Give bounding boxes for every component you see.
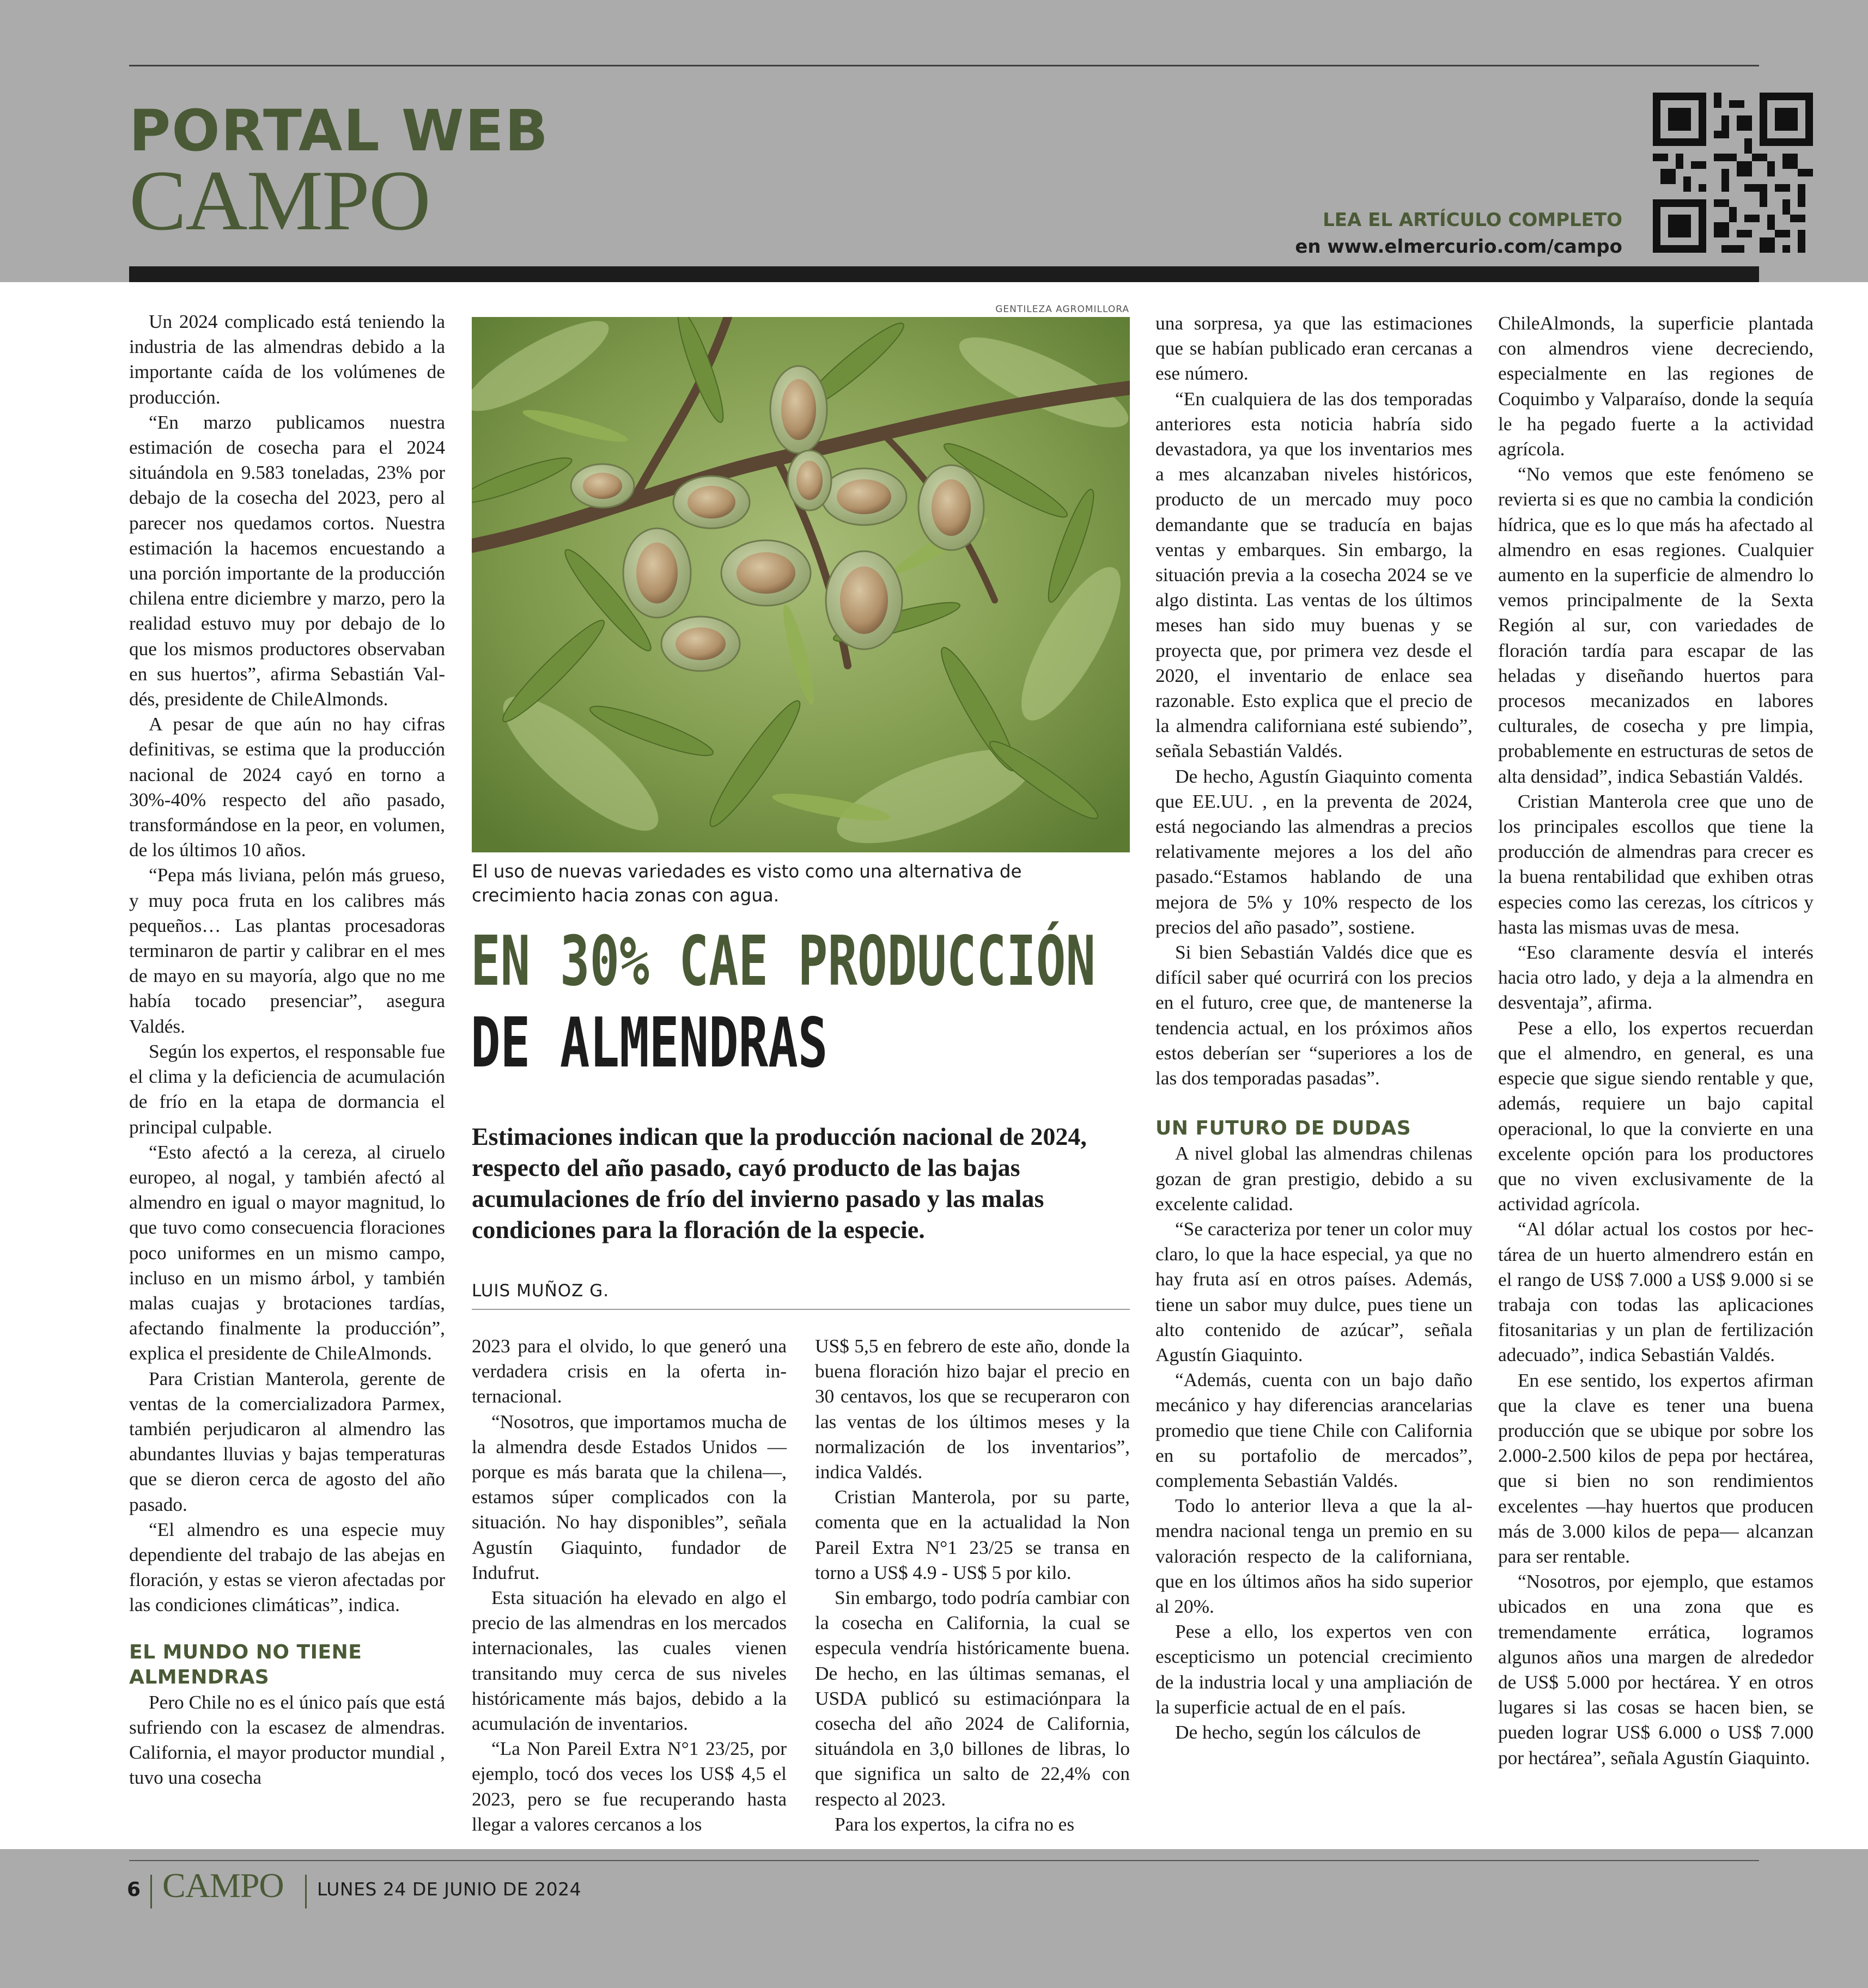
header-top-rule [129, 65, 1759, 66]
paragraph: Pese a ello, los expertos ven con escepticismo un potencial crecimiento de la industria local y una ampliación de la superficie actual de en el país. [1155, 1621, 1473, 1718]
brand-title: PORTAL WEB [129, 97, 549, 164]
paragraph: Esta situación ha elevado en algo el precio de las almendras en los mercados internacionales, las cuales vienen transitando muy cerca de sus niveles históricamente más bajos, debido a la acumulación de inventarios. [472, 1587, 787, 1735]
footer-date: LUNES 24 DE JUNIO DE 2024 [317, 1879, 582, 1900]
paragraph: ChileAlmonds, la superficie plantada con almendros viene decreciendo, especialmente en las regiones de Coquimbo y Valparaíso, donde la sequía le ha pegado fuerte a la actividad agrícola. [1498, 313, 1814, 460]
paragraph: En ese sentido, los expertos afirman que la clave es tener una buena producción que se ubique por sobre los 2.000-2.500 kilos de pepa por hectárea, que si bien no son rendimientos excelentes —hay huertos que producen más de 3.000 kilos de pepa— alcanzan para ser rentable. [1498, 1369, 1814, 1567]
photo-credit: GENTILEZA AGROMILLORA [995, 304, 1129, 315]
article-column-2b [815, 1334, 1130, 1837]
read-full-article-label: LEA EL ARTÍCULO COMPLETO [1323, 209, 1622, 231]
article-deck: Estimaciones indican que la producción nacional de 2024, respecto del año pasado, cayó producto de las bajas acumulaciones de frío del invierno pasado y las malas condiciones para la floración de la especie. [472, 1123, 1087, 1243]
qr-code-icon[interactable] [1653, 93, 1813, 253]
photo-caption: El uso de nuevas variedades es visto como una alternativa de crecimiento hacia zonas con agua. [472, 861, 1022, 906]
paragraph: A nivel global las almendras chilenas gozan de gran prestigio, debido a su excelente calidad. [1155, 1143, 1473, 1215]
footer-separator [150, 1875, 152, 1908]
paragraph: “En marzo publicamos nuestra estimación de cosecha para el 2024 situándola en 9.583 toneladas, 23% por debajo de la cosecha del 2023, pero al parecer nos quedamos cortos. Nuestra estimación la hacemos encuestando a una porción importante de la producción chilena entre diciembre y marzo, pero la realidad estuvo muy por debajo de lo que los mismos productores observaban en sus huertos”, afirma Sebastián Valdés, presidente de ChileAlmonds. [129, 411, 445, 710]
headline-line-2: DE ALMENDRAS [471, 1003, 828, 1083]
byline-divider [472, 1309, 1130, 1310]
paragraph: Pese a ello, los expertos recuerdan que el almendro, en general, es una especie que sigue siendo rentable y que, además, requiere un bajo capital operacional, lo que la convierte en una excelente opción para los productores que no viven exclusivamente de la actividad agrícola. [1498, 1017, 1814, 1215]
paragraph: De hecho, según los cálculos de [1175, 1721, 1421, 1743]
paragraph: Cristian Manterola, por su parte, comenta que en la actualidad la Non Pareil Extra N°1 23/25 se transa en torno a US$ 4.9 - US$ 5 por kilo. [815, 1486, 1130, 1583]
paragraph: “Nosotros, por ejemplo, que estamos ubicados en una zona que es tremendamente errática, logramos algunos años una margen de alrededor de US$ 5.000 por hectárea. Y en otros lugares si las cosas se hacen bien, se pueden lograr US$ 6.000 o US$ 7.000 por hectárea”, señala Agustín Giaquinto. [1498, 1571, 1814, 1769]
paragraph: Pero Chile no es el único país que está sufriendo con la escasez de almendras. California, el mayor productor mundial , tuvo una cosecha [129, 1691, 445, 1789]
paragraph: Un 2024 complicado está teniendo la industria de las almendras debido a la importante caída de los volúmenes de producción. [129, 311, 445, 408]
paragraph: “Se caracteriza por tener un color muy claro, lo que la hace especial, ya que no hay fruta así en otros países. Además, tiene un sabor muy dulce, pues tiene un alto contenido de azúcar”, señala Agustín Giaquinto. [1155, 1218, 1473, 1365]
article-column-2a [472, 1334, 787, 1837]
paragraph: “Al dólar actual los costos por hectárea de un huerto almendrero están en el rango de US$ 7.000 a US$ 9.000 si se trabaja con todas las aplicaciones fitosanitarias y un plan de fertilización adecuado”, indica Sebastián Valdés. [1498, 1218, 1814, 1366]
article-url-link[interactable]: en www.elmercurio.com/campo [1295, 236, 1622, 258]
footer-rule [129, 1860, 1759, 1861]
paragraph: Según los expertos, el responsable fue el clima y la deficiencia de acumulación de frío en la etapa de dormancia el principal culpable. [129, 1040, 445, 1138]
paragraph: 2023 para el olvido, lo que generó una verdadera crisis en la oferta internacional. [472, 1336, 787, 1407]
paragraph: “Eso claramente desvía el interés hacia otro lado, y deja a la almendra en desventaja”, afirma. [1498, 942, 1814, 1014]
paragraph: Si bien Sebastián Valdés dice que es difícil saber qué ocurrirá con los precios en el futuro, cree que, de mantenerse la tendencia actual, en los próximos años estos deberían ser “superiores a los de las dos temporadas pasadas”. [1155, 942, 1473, 1089]
brand-section-title: CAMPO [129, 153, 430, 248]
almond-photo [472, 317, 1130, 852]
article-column-1 [129, 309, 445, 1790]
paragraph: Cristian Manterola cree que uno de los principales escollos que tiene la producción de almendras para crecer es la buena rentabilidad que exhiben otras especies como las cerezas, los cítricos y hasta las mismas uvas de mesa. [1498, 790, 1814, 938]
paragraph: “Además, cuenta con un bajo daño mecánico y hay diferencias arancelarias promedio que tiene Chile con California en su portafolio de mercados”, complementa Sebastián Valdés. [1155, 1369, 1473, 1491]
paragraph: “La Non Pareil Extra N°1 23/25, por ejemplo, tocó dos veces los US$ 4,5 el 2023, pero se fue recuperando hasta llegar a valores cercanos a los [472, 1738, 787, 1835]
paragraph: “El almendro es una especie muy dependiente del trabajo de las abejas en floración, y estas se vieron afectadas por las condiciones climáticas”, indica. [129, 1519, 445, 1616]
paragraph: Todo lo anterior lleva a que la almendra nacional tenga un premio en su valoración respecto de la californiana, que en los últimos años ha sido superior al 20%. [1155, 1495, 1473, 1617]
footer-separator [305, 1875, 307, 1908]
paragraph: “Nosotros, que importamos mucha de la almendra desde Estados Unidos —porque es más barata que la chilena—, estamos súper complicados con la situación. No hay disponibles”, señala Agustín Giaquinto, fundador de Indufrut. [472, 1411, 787, 1583]
paragraph: Sin embargo, todo podría cambiar con la cosecha en California, la cual se especula vendría históricamente buena. De hecho, en las últimas semanas, el USDA publicó su estimaciónpara la cosecha del año 2024 de California, situándola en 3,0 billones de libras, lo que significa un salto de 22,4% con respecto al 2023. [815, 1587, 1130, 1810]
footer-section-name: CAMPO [162, 1866, 284, 1905]
article-headline [471, 920, 1096, 1084]
headline-line-1: EN 30% CAE PRODUCCIÓN [471, 921, 1096, 1001]
paragraph: “Pepa más liviana, pelón más grueso, y muy poca fruta en los calibres más pequeños… Las plantas procesadoras terminaron de partir y calibrar en el mes de mayo en su mayoría, algo que no me había tocado presenciar”, asegura Valdés. [129, 864, 445, 1037]
paragraph: una sorpresa, ya que las estimaciones que se habían publicado eran cercanas a ese número. [1155, 313, 1473, 385]
subheading-el-mundo: EL MUNDO NO TIENE ALMENDRAS [129, 1641, 362, 1688]
article-column-4 [1498, 311, 1814, 1771]
header-bottom-bar [129, 266, 1759, 282]
page-number: 6 [127, 1879, 141, 1901]
paragraph: “No vemos que este fenómeno se revierta si es que no cambia la condición hídrica, que es lo que más ha afectado al almendro en esas regiones. Cualquier aumento en la superficie de almendro lo vemos principalmente de la Sexta Región al sur, con variedades de floración tardía para escapar de las heladas y diseñando huertos para procesos mecanizados en labores culturales, de cosecha y pre limpia, probablemente en estructuras de setos de alta densidad”, indica Sebastián Valdés. [1498, 464, 1814, 787]
paragraph: US$ 5,5 en febrero de este año, donde la buena floración hizo bajar el precio en 30 centavos, los que se recuperaron con las ventas de los últimos meses y la normalización de los inventarios”, indica Valdés. [815, 1336, 1130, 1483]
paragraph: “Esto afectó a la cereza, al ciruelo europeo, al nogal, y también afectó al almendro en igual o mayor magnitud, lo que tuvo como consecuencia floraciones poco uniformes en un mismo campo, incluso en un mismo árbol, y también malas cuajas y brotaciones tardías, afectando finalmente la producción”, explica el presidente de ChileAlmonds. [129, 1141, 445, 1364]
article-column-3 [1155, 311, 1473, 1745]
paragraph: De hecho, Agustín Giaquinto comenta que EE.UU. , en la preventa de 2024, está negociando las almendras a precios relativamente mejores a los del año pasado.“Estamos hablando de una mejora de 5% y 10% respecto de los precios del año pasado”, sostiene. [1155, 765, 1473, 938]
paragraph: A pesar de que aún no hay cifras definitivas, se estima que la producción nacional de 2024 cayó en torno a 30%-40% respecto del año pasado, transformándose en la peor, en volumen, de los últimos 10 años. [129, 714, 445, 861]
byline: LUIS MUÑOZ G. [472, 1281, 610, 1301]
paragraph: Para Cristian Manterola, gerente de ventas de la comercializadora Parmex, también perjudicaron al almendro las abundantes lluvias y bajas temperaturas que se dieron cerca de agosto del año pasado. [129, 1368, 445, 1515]
paragraph: Para los expertos, la cifra no es [835, 1813, 1075, 1835]
subheading-futuro-dudas: UN FUTURO DE DUDAS [1155, 1117, 1411, 1140]
paragraph: “En cualquiera de las dos temporadas anteriores esta noticia habría sido devastadora, ya que los inventarios mes a mes alcanzaban niveles históricos, producto de un mercado muy poco demandante que se traducía en bajas ventas y embarques. Sin embargo, la situación previa a la cosecha 2024 se ve algo distinta. Las ventas de los últimos meses han sido muy buenas y se proyecta que, por primera vez desde el 2020, el inventario de enlace sea razonable. Esto explica que el precio de la almendra californiana esté subiendo”, señala Sebastián Valdés. [1155, 388, 1473, 762]
